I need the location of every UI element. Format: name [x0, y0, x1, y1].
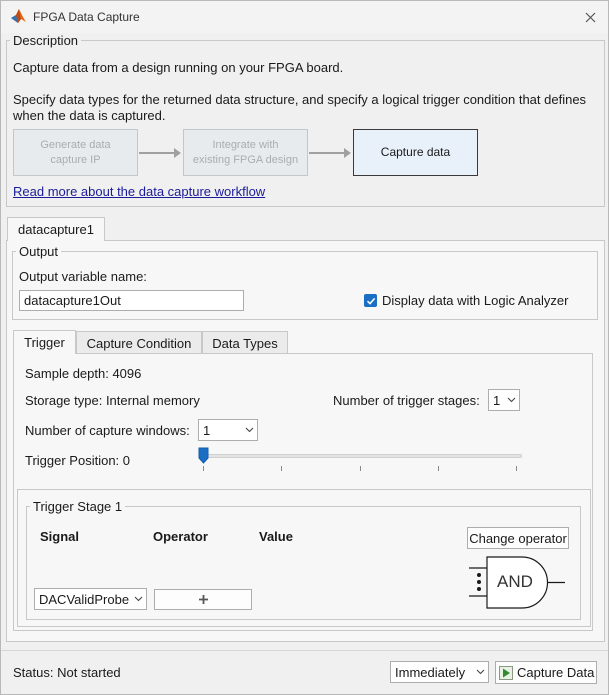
- tab-capture-condition[interactable]: [76, 331, 202, 354]
- tab-trigger-label: Trigger: [24, 335, 65, 350]
- output-variable-field[interactable]: [19, 290, 244, 311]
- change-operator-label: Change operator: [469, 530, 567, 546]
- checkmark-icon: [366, 296, 376, 306]
- chevron-down-icon: [503, 390, 519, 410]
- trigger-position-slider[interactable]: [201, 454, 522, 458]
- workflow-step-integrate: [183, 129, 308, 176]
- slider-tick: [203, 466, 204, 471]
- workflow-step-3-label: Capture data: [380, 145, 451, 159]
- signal-value: DACValidProbe: [39, 591, 130, 607]
- workflow-step-1-line-1: Generate data: [40, 138, 111, 151]
- slider-thumb-handle[interactable]: [198, 447, 209, 464]
- plus-icon: [198, 594, 209, 605]
- close-button[interactable]: [578, 5, 602, 29]
- tab-datacapture1[interactable]: [7, 217, 105, 241]
- capture-windows-label: Number of capture windows:: [25, 423, 190, 438]
- capture-windows-value: 1: [203, 422, 211, 438]
- change-operator-button[interactable]: [467, 527, 569, 549]
- add-operator-button[interactable]: [154, 589, 252, 610]
- capture-mode-value: Immediately: [395, 664, 466, 680]
- logic-analyzer-label: Display data with Logic Analyzer: [382, 293, 569, 308]
- capture-mode-dropdown[interactable]: [390, 661, 489, 683]
- workflow-step-capture-data: [353, 129, 478, 176]
- output-variable-label: Output variable name:: [19, 269, 147, 284]
- matlab-logo-icon: [10, 8, 27, 25]
- operator-column-header: Operator: [153, 529, 208, 544]
- slider-tick: [438, 466, 439, 471]
- close-icon: [585, 12, 596, 23]
- tab-data-types-label: Data Types: [212, 335, 278, 351]
- capture-data-label: Capture Data: [517, 665, 595, 680]
- workflow-help-link[interactable]: Read more about the data capture workflow: [13, 184, 266, 199]
- tab-data-types[interactable]: [202, 331, 288, 354]
- description-line-3: when the data is captured.: [13, 108, 166, 123]
- run-icon: [499, 666, 513, 680]
- gate-label: AND: [497, 572, 533, 591]
- tab-capture-condition-label: Capture Condition: [86, 335, 192, 351]
- workflow-arrow-2: [309, 152, 349, 154]
- slider-tick: [360, 466, 361, 471]
- trigger-position-label: Trigger Position: 0: [25, 453, 131, 468]
- capture-data-button[interactable]: [495, 661, 597, 684]
- slider-tick: [281, 466, 282, 471]
- workflow-arrow-1: [139, 152, 179, 154]
- trigger-stage-legend: Trigger Stage 1: [33, 499, 123, 514]
- window-title: FPGA Data Capture: [33, 10, 140, 24]
- value-column-header: Value: [259, 529, 293, 544]
- workflow-step-2-line-2: existing FPGA design: [192, 153, 299, 166]
- description-line-2: Specify data types for the returned data structure, and specify a logical trigger condition that defines: [13, 92, 587, 107]
- tab-trigger[interactable]: [13, 330, 76, 354]
- signal-column-header: Signal: [40, 529, 80, 544]
- capture-windows-dropdown[interactable]: [198, 419, 258, 441]
- chevron-down-icon: [130, 589, 146, 609]
- trigger-stages-dropdown[interactable]: [488, 389, 520, 411]
- signal-dropdown[interactable]: [34, 588, 147, 610]
- trigger-stages-label: Number of trigger stages:: [333, 393, 480, 408]
- output-legend: Output: [19, 244, 59, 259]
- status-text: Status: Not started: [13, 665, 121, 680]
- description-line-1: Capture data from a design running on your FPGA board.: [13, 60, 344, 75]
- workflow-step-generate-ip: [13, 129, 138, 176]
- description-legend: Description: [13, 33, 79, 48]
- chevron-down-icon: [241, 420, 257, 440]
- sample-depth-text: Sample depth: 4096: [25, 366, 142, 381]
- trigger-stages-value: 1: [493, 392, 501, 408]
- workflow-step-2-line-1: Integrate with: [212, 138, 279, 151]
- storage-type-text: Storage type: Internal memory: [25, 393, 200, 408]
- workflow-step-1-line-2: capture IP: [50, 153, 101, 166]
- tab-datacapture1-label: datacapture1: [18, 222, 94, 237]
- chevron-down-icon: [472, 662, 488, 682]
- title-bar: [1, 1, 608, 33]
- slider-tick: [516, 466, 517, 471]
- logic-analyzer-checkbox[interactable]: [364, 294, 377, 307]
